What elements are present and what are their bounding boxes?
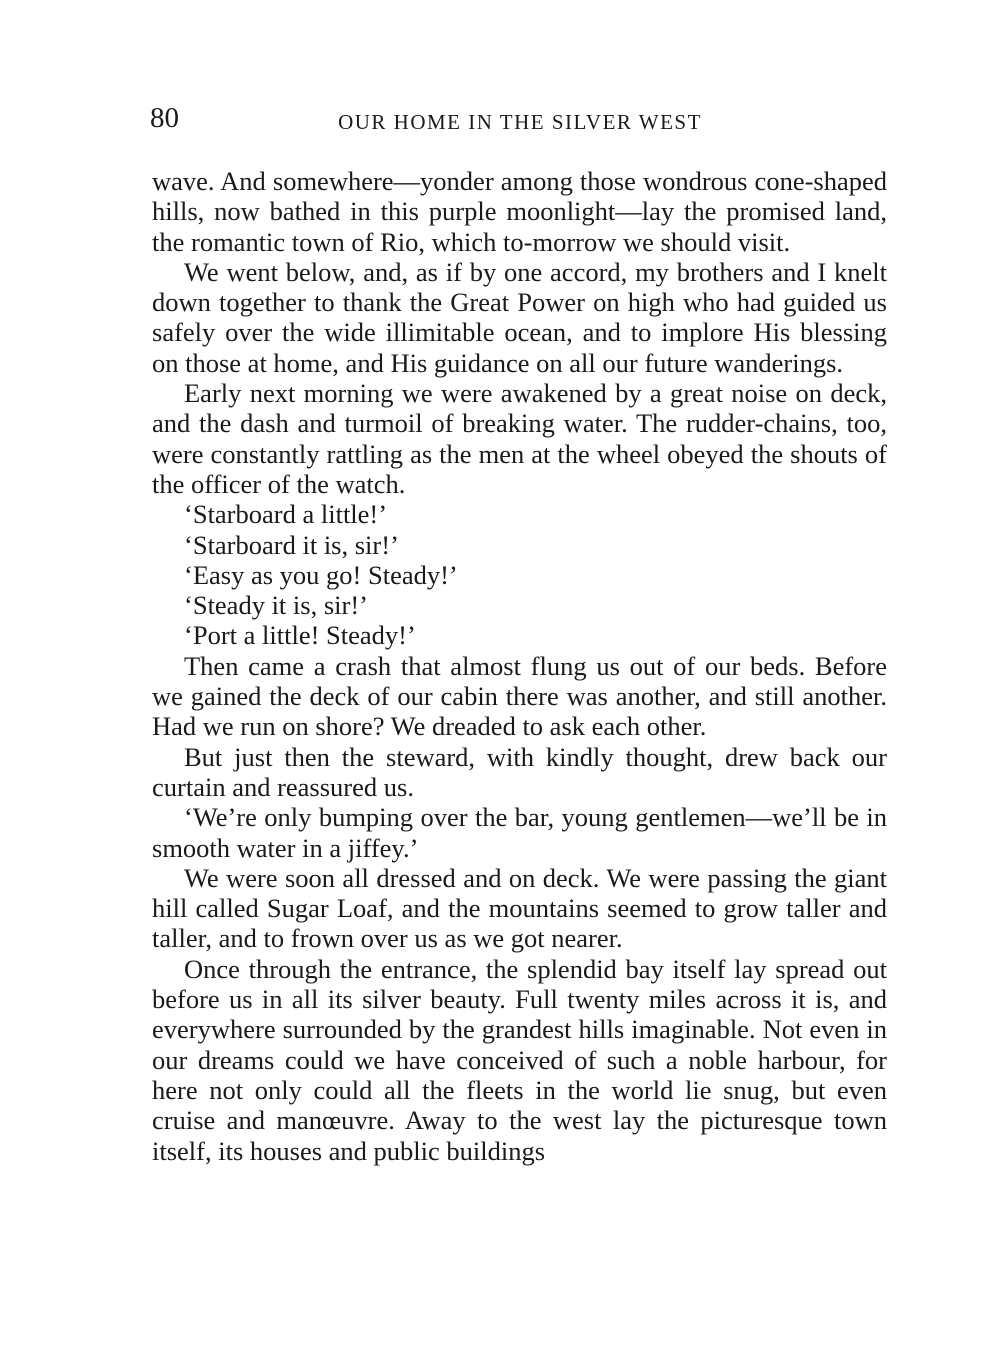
paragraph: Once through the entrance, the splendid bay itself lay spread out before us in all its silver beauty. Full twenty miles across it is, and everywhere surrounded by the grandest hills imaginable. Not even in our dreams could we have conceived of such a noble harbour, for here not only could all the fleets in the world lie snug, but even cruise and manœuvre. Away to the west lay the picturesque town itself, its houses and public buildings <box>152 953 887 1166</box>
dialogue-line: ‘Starboard a little!’ <box>184 499 388 530</box>
paragraph: Early next morning we were awakened by a great noise on deck, and the dash and turmoil of breaking water. The rudder-chains, too, were constantly rattling as the men at the wheel obeyed the shouts of the officer of the watch. <box>152 378 887 499</box>
paragraph: Then came a crash that almost flung us out of our beds. Before we gained the deck of our cabin there was another, and still another. Had we run on shore? We dreaded to ask each other. <box>152 650 887 742</box>
paragraph: We went below, and, as if by one accord, my brothers and I knelt down together to thank the Great Power on high who had guided us safely over the wide illimitable ocean, and to implore His blessing on those at home, and His guidance on all our future wanderings. <box>152 256 887 378</box>
dialogue-line: ‘Steady it is, sir!’ <box>184 590 368 621</box>
paragraph: But just then the steward, with kindly thought, drew back our curtain and reassured us. <box>152 741 887 802</box>
running-title: OUR HOME IN THE SILVER WEST <box>338 110 702 134</box>
dialogue-line: ‘Starboard it is, sir!’ <box>184 529 399 560</box>
paragraph: wave. And somewhere—yonder among those wondrous cone-shaped hills, now bathed in this purple moonlight—lay the promised land, the romantic town of Rio, which to-morrow we should visit. <box>152 166 887 257</box>
page-header <box>150 98 890 138</box>
dialogue-line: ‘We’re only bumping over the bar, young gentlemen—we’ll be in smooth water in a jiffey.’ <box>152 802 887 863</box>
dialogue-line: ‘Port a little! Steady!’ <box>184 620 416 651</box>
page-number: 80 <box>150 102 179 134</box>
dialogue-line: ‘Easy as you go! Steady!’ <box>184 559 458 590</box>
body-text <box>152 166 887 1166</box>
paragraph: We were soon all dressed and on deck. We were passing the giant hill called Sugar Loaf, and the mountains seemed to grow taller and taller, and to frown over us as we got nearer. <box>152 862 887 954</box>
